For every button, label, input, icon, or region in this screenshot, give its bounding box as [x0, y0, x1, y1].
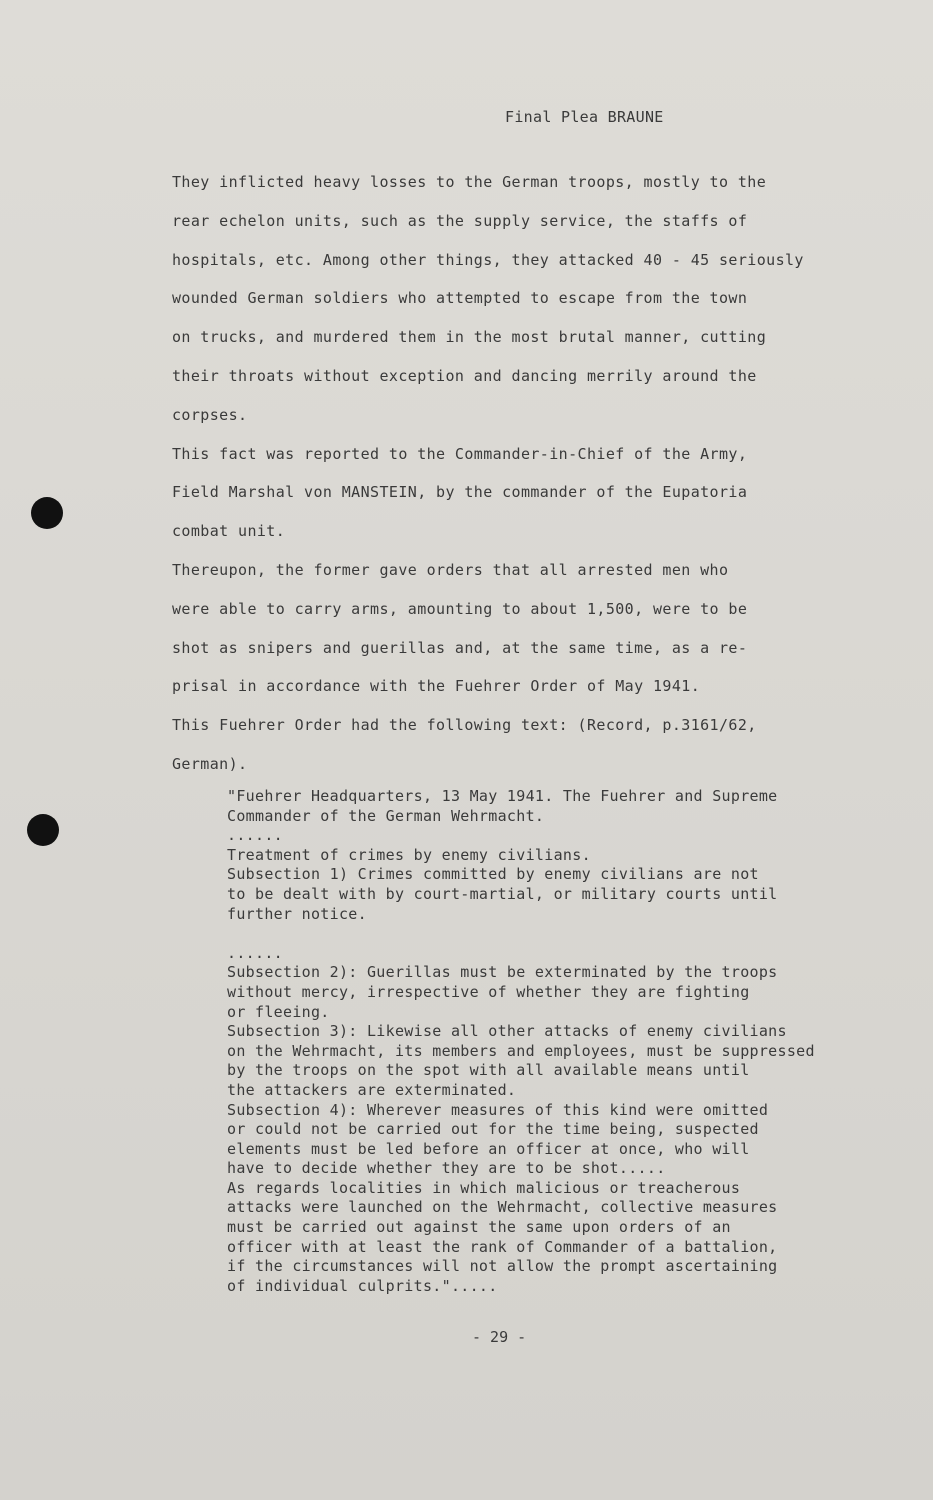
quoted-order [227, 787, 867, 1296]
page-header-title: Final Plea BRAUNE [505, 108, 664, 126]
body-line: hospitals, etc. Among other things, they attacked 40 - 45 seriously [172, 250, 804, 269]
body-line: This Fuehrer Order had the following text: (Record, p.3161/62, [172, 716, 757, 735]
quote-line: Subsection 4): Wherever measures of this kind were omitted [227, 1100, 769, 1119]
body-line: combat unit. [172, 522, 286, 541]
punch-hole [27, 814, 59, 846]
body-line: This fact was reported to the Commander-in-Chief of the Army, [172, 444, 748, 463]
body-line: German). [172, 754, 248, 773]
quote-line: Subsection 3): Likewise all other attacks of enemy civilians [227, 1022, 787, 1041]
quote-line: Treatment of crimes by enemy civilians. [227, 845, 591, 864]
quote-line: if the circumstances will not allow the prompt ascertaining [227, 1257, 778, 1276]
quote-line: officer with at least the rank of Commander of a battalion, [227, 1237, 778, 1256]
body-paragraphs [172, 163, 852, 784]
quote-line: "Fuehrer Headquarters, 13 May 1941. The Fuehrer and Supreme [227, 787, 778, 805]
body-line: rear echelon units, such as the supply service, the staffs of [172, 211, 748, 230]
quote-line: of individual culprits."..... [227, 1276, 498, 1295]
body-line: corpses. [172, 405, 248, 424]
body-line: their throats without exception and dancing merrily around the [172, 366, 757, 385]
body-line: wounded German soldiers who attempted to escape from the town [172, 289, 748, 308]
quote-line: Subsection 2): Guerillas must be exterminated by the troops [227, 963, 778, 982]
body-line: were able to carry arms, amounting to about 1,500, were to be [172, 599, 748, 618]
quote-line: must be carried out against the same upon orders of an [227, 1218, 731, 1237]
quote-line: As regards localities in which malicious or treacherous [227, 1178, 741, 1197]
quote-line: have to decide whether they are to be shot..... [227, 1159, 666, 1178]
quote-line: by the troops on the spot with all available means until [227, 1061, 750, 1080]
body-line: on trucks, and murdered them in the most brutal manner, cutting [172, 328, 767, 347]
quote-line: further notice. [227, 904, 367, 923]
body-line: prisal in accordance with the Fuehrer Order of May 1941. [172, 677, 701, 696]
body-line: shot as snipers and guerillas and, at the same time, as a re- [172, 638, 748, 657]
page-number: - 29 - [472, 1328, 527, 1346]
quote-line: ...... [227, 943, 283, 962]
quote-line: elements must be led before an officer at once, who will [227, 1139, 750, 1158]
quote-line: Commander of the German Wehrmacht. [227, 806, 545, 825]
body-line: Thereupon, the former gave orders that all arrested men who [172, 560, 729, 579]
quote-gap [227, 924, 867, 944]
quote-line: without mercy, irrespective of whether they are fighting [227, 982, 750, 1001]
body-line: They inflicted heavy losses to the German troops, mostly to the [172, 173, 767, 191]
quote-line: or could not be carried out for the time being, suspected [227, 1120, 759, 1139]
quote-line: attacks were launched on the Wehrmacht, collective measures [227, 1198, 778, 1217]
quote-line: Subsection 1) Crimes committed by enemy civilians are not [227, 865, 759, 884]
quote-line: ...... [227, 826, 283, 845]
quote-line: the attackers are exterminated. [227, 1080, 517, 1099]
quote-line: on the Wehrmacht, its members and employees, must be suppressed [227, 1041, 815, 1060]
body-line: Field Marshal von MANSTEIN, by the commander of the Eupatoria [172, 483, 748, 502]
quote-line: to be dealt with by court-martial, or military courts until [227, 884, 778, 903]
punch-hole [31, 497, 63, 529]
quote-line: or fleeing. [227, 1002, 330, 1021]
